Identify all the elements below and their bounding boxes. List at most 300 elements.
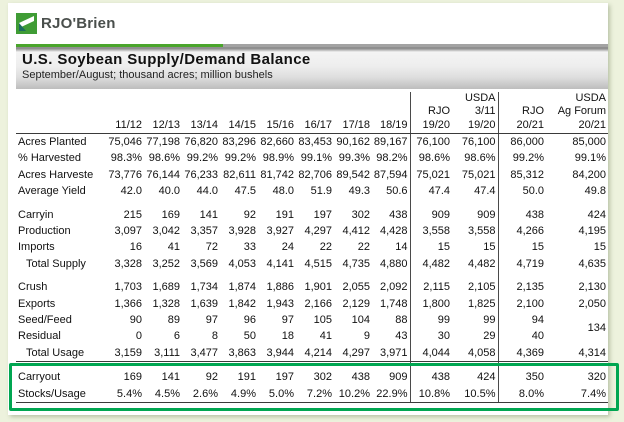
value-cell: 98.2%	[376, 152, 408, 165]
table-row	[16, 239, 608, 255]
value-cell: 50	[243, 330, 256, 343]
header-cell: 12/13	[144, 118, 182, 134]
value-cell: 14	[395, 241, 408, 254]
value-cell: 89	[167, 314, 180, 327]
value-cell: 81,742	[260, 168, 294, 181]
spacer-cell	[220, 272, 258, 279]
value-cell: 30	[410, 328, 452, 344]
value-cell: 48.0	[272, 185, 294, 198]
value-cell: 1,703	[114, 281, 142, 294]
value-cell: 2,055	[342, 281, 370, 294]
header-label-cell	[16, 105, 106, 118]
spacer-cell	[410, 200, 452, 207]
value-cell: 85,000	[572, 136, 606, 148]
spacer-cell	[144, 362, 182, 370]
header-cell: 14/15	[220, 118, 258, 134]
value-cell: 4,515	[304, 257, 332, 270]
header-cell: 19/20	[410, 118, 452, 134]
value-cell: 50.6	[386, 185, 408, 198]
row-label: Exports	[18, 297, 56, 310]
value-cell: 2,130	[578, 281, 606, 294]
value-cell: 15	[483, 241, 496, 254]
spacer-cell	[498, 272, 546, 279]
header-cell: 20/21	[546, 118, 608, 134]
value-cell: 4,053	[228, 257, 256, 270]
table-row	[16, 183, 608, 199]
value-cell: 6	[173, 330, 180, 343]
header-cell: 19/20	[452, 118, 498, 134]
table-row	[16, 134, 608, 151]
value-cell: 3,357	[190, 225, 218, 238]
spacer-cell	[258, 200, 296, 207]
value-cell: 43	[395, 330, 408, 343]
value-cell: 3,159	[106, 345, 144, 362]
value-cell: 5.4%	[106, 386, 144, 403]
header-cell	[334, 92, 372, 105]
value-cell: 424	[477, 371, 496, 384]
row-label: Residual	[18, 330, 61, 343]
spacer-cell	[498, 200, 546, 207]
value-cell: 438	[351, 371, 370, 384]
value-cell: 3,944	[258, 345, 296, 362]
spacer-cell	[182, 272, 220, 279]
logo-text: RJO'Brien	[41, 14, 116, 32]
table-row	[16, 272, 608, 279]
value-cell: 8.0%	[498, 386, 546, 403]
spacer-cell	[372, 362, 410, 370]
header-cell: RJO	[498, 105, 546, 118]
value-cell: 1,689	[152, 281, 180, 294]
value-cell: 0	[135, 330, 142, 343]
row-label: Stocks/Usage	[16, 386, 106, 403]
value-cell: 22	[357, 241, 370, 254]
value-cell: 3,569	[190, 257, 218, 270]
row-label: Total Supply	[26, 257, 86, 270]
table-row	[16, 279, 608, 295]
value-cell: 3,971	[372, 345, 410, 362]
value-cell: 47.5	[234, 185, 256, 198]
table-row	[16, 386, 608, 403]
spacer-cell	[220, 200, 258, 207]
table-row	[16, 200, 608, 207]
value-cell: 1,734	[190, 281, 218, 294]
table-header	[16, 92, 608, 134]
value-cell: 4,214	[296, 345, 334, 362]
header-cell	[372, 105, 410, 118]
value-cell: 40	[498, 328, 546, 344]
page-title: U.S. Soybean Supply/Demand Balance	[22, 51, 311, 68]
value-cell: 77,198	[146, 136, 180, 148]
table-row	[16, 207, 608, 223]
value-cell: 2.6%	[182, 386, 220, 403]
value-cell: 75,021	[410, 167, 452, 183]
value-cell: 50.0	[498, 183, 546, 199]
row-label: Imports	[18, 241, 55, 254]
value-cell: 9	[363, 330, 370, 343]
value-cell: 40.0	[158, 185, 180, 198]
value-cell: 4,428	[379, 225, 408, 238]
spacer-cell	[106, 200, 144, 207]
header-cell: USDA	[575, 92, 606, 104]
table-row	[16, 369, 608, 385]
value-cell: 3,042	[152, 225, 180, 238]
row-label: Production	[18, 225, 71, 238]
header-cell	[410, 92, 452, 105]
spacer-cell	[334, 362, 372, 370]
value-cell: 3,252	[152, 257, 180, 270]
spacer-cell	[182, 362, 220, 370]
header-cell: 20/21	[498, 118, 546, 134]
spacer-cell	[296, 272, 334, 279]
value-cell: 83,296	[222, 136, 256, 148]
value-cell: 85,312	[498, 167, 546, 183]
value-cell: 49.3	[348, 185, 370, 198]
header-cell	[106, 92, 144, 105]
value-cell: 75,021	[461, 168, 496, 181]
table-wrap	[16, 92, 608, 403]
value-cell: 4,058	[452, 345, 498, 362]
value-cell: 4,735	[342, 257, 370, 270]
header-cell	[182, 92, 220, 105]
value-cell: 1,825	[467, 297, 496, 310]
header-cell	[258, 105, 296, 118]
value-cell: 105	[313, 314, 332, 327]
value-cell: 2,166	[304, 297, 332, 310]
header-cell	[220, 92, 258, 105]
spacer-cell	[144, 200, 182, 207]
value-cell: 3,863	[220, 345, 258, 362]
value-cell: 82,660	[260, 136, 294, 148]
value-cell: 76,144	[146, 168, 180, 181]
value-cell: 2,050	[578, 297, 606, 310]
value-cell: 89,167	[373, 136, 408, 148]
value-cell: 90,162	[336, 136, 370, 148]
row-label: Seed/Feed	[18, 314, 72, 327]
value-cell: 4.9%	[220, 386, 258, 403]
value-cell: 3,328	[114, 257, 142, 270]
page-subtitle: September/August; thousand acres; million bushels	[22, 69, 273, 81]
value-cell: 3,097	[114, 225, 142, 238]
value-cell: 97	[205, 314, 218, 327]
row-label: Carryin	[18, 208, 54, 221]
value-cell: 22.9%	[372, 386, 410, 403]
value-cell: 3,558	[467, 225, 496, 238]
spacer-cell	[16, 362, 106, 370]
value-cell: 76,820	[184, 136, 218, 148]
value-cell: 16	[129, 241, 142, 254]
value-cell: 438	[498, 207, 546, 223]
header-cell	[296, 92, 334, 105]
title-bar	[16, 47, 608, 89]
value-cell: 3,928	[228, 225, 256, 238]
value-cell: 2,100	[498, 296, 546, 312]
value-cell: 47.4	[410, 183, 452, 199]
spacer-cell	[334, 272, 372, 279]
value-cell: 909	[410, 207, 452, 223]
spacer-cell	[258, 362, 296, 370]
value-cell: 4,880	[379, 257, 408, 270]
value-cell: 22	[319, 241, 332, 254]
value-cell: 51.9	[310, 185, 332, 198]
value-cell: 82,611	[223, 168, 256, 181]
value-cell: 89,542	[336, 168, 370, 181]
value-cell: 87,594	[373, 168, 408, 181]
value-cell: 98.9%	[262, 152, 294, 165]
spacer-cell	[546, 272, 608, 279]
value-cell: 15	[593, 241, 606, 254]
value-cell: 99.1%	[300, 152, 332, 165]
value-cell: 1,800	[410, 296, 452, 312]
value-cell: 2,092	[379, 281, 408, 294]
value-cell: 4,314	[546, 345, 608, 362]
spacer-cell	[546, 362, 608, 370]
spacer-cell	[452, 272, 498, 279]
header-cell	[334, 105, 372, 118]
value-cell: 1,874	[228, 281, 256, 294]
header-cell	[220, 105, 258, 118]
value-cell: 350	[498, 369, 546, 385]
value-cell: 33	[243, 241, 256, 254]
value-cell: 134	[587, 322, 606, 335]
row-label: Total Usage	[16, 345, 106, 362]
value-cell: 92	[205, 371, 218, 384]
value-cell: 3,927	[266, 225, 294, 238]
value-cell: 4,635	[578, 257, 606, 270]
header-cell: 11/12	[106, 118, 144, 134]
header-cell	[258, 92, 296, 105]
value-cell: 302	[351, 208, 370, 221]
table-row	[16, 362, 608, 370]
value-cell: 438	[389, 208, 408, 221]
value-cell: 90	[129, 314, 142, 327]
value-cell: 97	[281, 314, 294, 327]
value-cell: 73,776	[108, 168, 142, 181]
header-label-cell	[16, 118, 106, 134]
table-row	[16, 223, 608, 239]
value-cell: 41	[167, 241, 180, 254]
table-body	[16, 134, 608, 403]
row-label: Carryout	[18, 371, 61, 384]
value-cell: 4,297	[304, 225, 332, 238]
value-cell: 909	[477, 208, 496, 221]
value-cell: 4,482	[410, 256, 452, 272]
value-cell: 2,115	[410, 279, 452, 295]
value-cell: 191	[275, 208, 294, 221]
spacer-cell	[16, 200, 106, 207]
value-cell: 44.0	[196, 185, 218, 198]
spacer-cell	[334, 200, 372, 207]
value-cell: 99	[410, 312, 452, 328]
table-row	[16, 150, 608, 166]
value-cell: 24	[281, 241, 294, 254]
value-cell: 76,100	[410, 134, 452, 151]
slide	[8, 3, 608, 415]
value-cell: 1,328	[152, 297, 180, 310]
table-row	[16, 345, 608, 362]
value-cell: 4,195	[578, 225, 606, 238]
spacer-cell	[182, 200, 220, 207]
value-cell: 76,100	[461, 136, 496, 148]
value-cell: 98.6%	[464, 152, 496, 165]
value-cell: 4,297	[334, 345, 372, 362]
value-cell: 1,842	[228, 297, 256, 310]
header-cell: RJO	[410, 105, 452, 118]
value-cell: 7.4%	[546, 386, 608, 403]
value-cell: 8	[211, 330, 218, 343]
header-cell: Ag Forum	[557, 105, 606, 117]
value-cell: 10.2%	[334, 386, 372, 403]
spacer-cell	[296, 362, 334, 370]
value-cell: 83,453	[298, 136, 332, 148]
header-cell	[106, 105, 144, 118]
value-cell: 1,901	[304, 281, 332, 294]
value-cell: 3,477	[182, 345, 220, 362]
value-cell: 99.3%	[338, 152, 370, 165]
value-cell: 2,129	[342, 297, 370, 310]
value-cell: 909	[389, 371, 408, 384]
rjo-flag-icon	[16, 13, 37, 34]
header-cell	[498, 92, 546, 105]
row-label: % Harvested	[18, 152, 81, 165]
value-cell: 191	[237, 371, 256, 384]
value-cell: 4.5%	[144, 386, 182, 403]
value-cell: 15	[410, 239, 452, 255]
spacer-cell	[258, 272, 296, 279]
header-label-cell	[16, 92, 106, 105]
value-cell: 104	[351, 314, 370, 327]
value-cell: 15	[498, 239, 546, 255]
value-cell: 169	[161, 208, 180, 221]
spacer-cell	[106, 272, 144, 279]
header-cell: USDA	[464, 92, 496, 104]
header-cell	[144, 105, 182, 118]
value-cell: 92	[243, 208, 256, 221]
value-cell: 169	[123, 371, 142, 384]
value-cell: 4,719	[498, 256, 546, 272]
value-cell: 4,369	[498, 345, 546, 362]
value-cell: 1,639	[190, 297, 218, 310]
value-cell: 29	[483, 330, 496, 343]
header-cell: 13/14	[182, 118, 220, 134]
value-cell: 75,046	[108, 136, 142, 148]
value-cell: 1,886	[266, 281, 294, 294]
supply-demand-table	[16, 92, 608, 403]
header-cell: 17/18	[334, 118, 372, 134]
table-row	[16, 167, 608, 183]
header-cell	[144, 92, 182, 105]
value-cell: 99.2%	[186, 152, 218, 165]
spacer-cell	[106, 362, 144, 370]
value-cell: 94	[498, 312, 546, 328]
value-cell: 438	[410, 369, 452, 385]
spacer-cell	[296, 200, 334, 207]
value-cell: 98.6%	[410, 150, 452, 166]
value-cell: 3,558	[410, 223, 452, 239]
spacer-cell	[452, 362, 498, 370]
header-cell: 18/19	[372, 118, 410, 134]
value-cell: 88	[395, 314, 408, 327]
value-cell: 141	[161, 371, 180, 384]
value-cell: 4,141	[266, 257, 294, 270]
value-cell: 302	[313, 371, 332, 384]
spacer-cell	[372, 272, 410, 279]
row-label: Average Yield	[18, 185, 86, 198]
value-cell: 5.0%	[258, 386, 296, 403]
row-label: Acres Planted	[18, 136, 87, 148]
value-cell: 99.2%	[498, 150, 546, 166]
value-cell: 4,412	[342, 225, 370, 238]
value-cell: 1,748	[379, 297, 408, 310]
table-row	[16, 328, 608, 344]
table-row	[16, 312, 608, 328]
value-cell: 2,105	[467, 281, 496, 294]
value-cell: 98.6%	[148, 152, 180, 165]
value-cell: 1,943	[266, 297, 294, 310]
value-cell: 2,135	[498, 279, 546, 295]
value-cell: 99	[483, 314, 496, 327]
value-cell: 47.4	[474, 185, 496, 198]
value-cell: 99.1%	[574, 152, 606, 165]
value-cell: 4,044	[410, 345, 452, 362]
header-cell	[296, 105, 334, 118]
spacer-cell	[220, 362, 258, 370]
value-cell: 84,200	[572, 168, 606, 181]
value-cell: 4,266	[498, 223, 546, 239]
spacer-cell	[498, 362, 546, 370]
header-cell: 3/11	[474, 105, 496, 117]
value-cell: 10.5%	[452, 386, 498, 403]
value-cell: 96	[243, 314, 256, 327]
header-cell	[182, 105, 220, 118]
value-cell: 76,233	[184, 168, 218, 181]
table-row	[16, 296, 608, 312]
row-label: Crush	[18, 281, 48, 294]
value-cell: 4,482	[467, 257, 496, 270]
value-cell: 424	[587, 208, 606, 221]
value-cell: 49.8	[584, 185, 606, 198]
value-cell: 320	[587, 371, 606, 384]
spacer-cell	[546, 200, 608, 207]
value-cell: 197	[313, 208, 332, 221]
value-cell: 98.3%	[110, 152, 142, 165]
spacer-cell	[452, 200, 498, 207]
value-cell: 215	[123, 208, 142, 221]
header-cell: 15/16	[258, 118, 296, 134]
spacer-cell	[372, 200, 410, 207]
rjobrien-logo	[16, 10, 116, 36]
value-cell: 3,111	[144, 345, 182, 362]
value-cell: 1,366	[114, 297, 142, 310]
value-cell: 99.2%	[224, 152, 256, 165]
value-cell: 18	[281, 330, 294, 343]
spacer-cell	[410, 362, 452, 370]
value-cell: 72	[205, 241, 218, 254]
value-cell: 10.8%	[410, 386, 452, 403]
row-label: Acres Harveste	[18, 168, 94, 181]
value-cell: 42.0	[120, 185, 142, 198]
spacer-cell	[16, 272, 106, 279]
value-cell: 41	[319, 330, 332, 343]
value-cell: 141	[199, 208, 218, 221]
header-cell	[372, 92, 410, 105]
value-cell: 197	[275, 371, 294, 384]
spacer-cell	[410, 272, 452, 279]
value-cell: 82,706	[298, 168, 332, 181]
header-cell: 16/17	[296, 118, 334, 134]
value-cell: 86,000	[498, 134, 546, 151]
table-row	[16, 256, 608, 272]
value-cell: 7.2%	[296, 386, 334, 403]
